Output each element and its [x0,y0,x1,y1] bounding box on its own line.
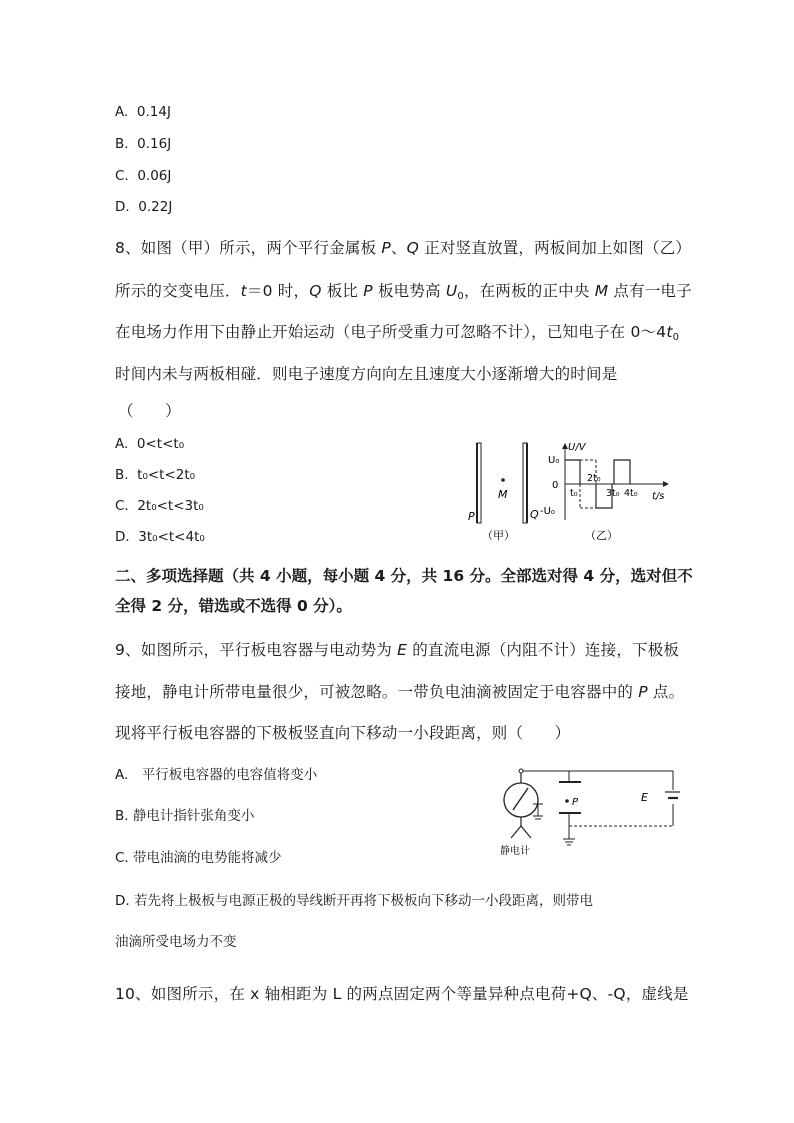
figure-yi [540,438,680,550]
u0-label: U₀ [548,455,560,466]
caption-jia: （甲） [482,529,515,542]
2t0-label: 2t₀ [587,473,601,484]
label-p: P [572,797,579,808]
q8-line-2: 所示的交变电压．t＝0 时，Q 板比 P 板电势高 $U_0$，在两板的正中央 M 点有一电子 [115,282,692,302]
3t0-label: 3t₀ [606,488,620,499]
label-m: M [498,488,508,501]
q7-option-c: C. 0.06J [115,168,172,184]
t-axis-label: t/s [652,491,665,502]
electroscope-label: 静电计 [500,846,530,857]
q9-option-c: C. 带电油滴的电势能将减少 [115,850,282,866]
wave-segment-1 [565,460,580,484]
q9-option-a: A. 平行板电容器的电容值将变小 [115,767,318,783]
q8-line-1: 8、如图（甲）所示，两个平行金属板 P、Q 正对竖直放置，两板间加上如图（乙） [115,239,692,257]
point-m-dot [501,478,505,482]
oil-drop [565,799,569,803]
label-q: Q [530,508,539,521]
4t0-label: 4t₀ [624,488,638,499]
neg-u0-label: -U₀ [540,506,555,517]
q7-option-b: B. 0.16J [115,136,172,152]
q8-option-a: A. 0<t<t₀ [115,436,185,452]
q8-option-c: C. 2t₀<t<3t₀ [115,498,204,514]
q7-option-d: D. 0.22J [115,199,173,215]
q9-option-d-line-2: 油滴所受电场力不变 [115,934,237,950]
wave-segment-4 [614,460,630,484]
t0-label: t₀ [570,488,578,499]
section2-heading-line-1: 二、多项选择题（共 4 小题，每小题 4 分，共 16 分。全部选对得 4 分，选对但不 [115,567,693,585]
q10-line-1: 10、如图所示，在 x 轴相距为 L 的两点固定两个等量异种点电荷+Q、-Q，虚线是 [115,985,689,1003]
q9-line-1: 9、如图所示，平行板电容器与电动势为 E 的直流电源（内阻不计）连接，下极板 [115,641,680,659]
q7-option-a: A. 0.14J [115,104,171,120]
u-axis-label: U/V [568,442,586,453]
caption-yi: （乙） [585,529,618,542]
q9-option-d-line-1: D. 若先将上极板与电源正极的导线断开再将下极板向下移动一小段距离，则带电 [115,893,593,909]
q9-option-b: B. 静电计指针张角变小 [115,808,255,824]
zero-label: 0 [552,480,559,491]
electroscope-needle [513,788,528,810]
q9-line-3: 现将平行板电容器的下极板竖直向下移动一小段距离，则（ ） [115,724,571,742]
q8-line-3: 在电场力作用下由静止开始运动（电子所受重力可忽略不计），已知电子在 $0\sim 4t_0$ [115,323,680,343]
figure-q9-circuit [495,764,680,864]
q8-option-b: B. t₀<t<2t₀ [115,467,196,483]
label-e: E [641,791,648,804]
label-p: P [468,510,475,523]
q9-line-2: 接地，静电计所带电量很少，可被忽略。一带负电油滴被固定于电容器中的 P 点。 [115,683,685,701]
section2-heading-line-2: 全得 2 分，错选或不选得 0 分）。 [115,597,352,615]
q8-line-4: 时间内未与两板相碰．则电子速度方向向左且速度大小逐渐增大的时间是 [115,365,618,383]
q8-answer-bracket: （ ） [118,402,181,420]
q8-option-d: D. 3t₀<t<4t₀ [115,529,205,545]
electroscope-body [504,783,538,817]
figure-jia [462,438,552,550]
